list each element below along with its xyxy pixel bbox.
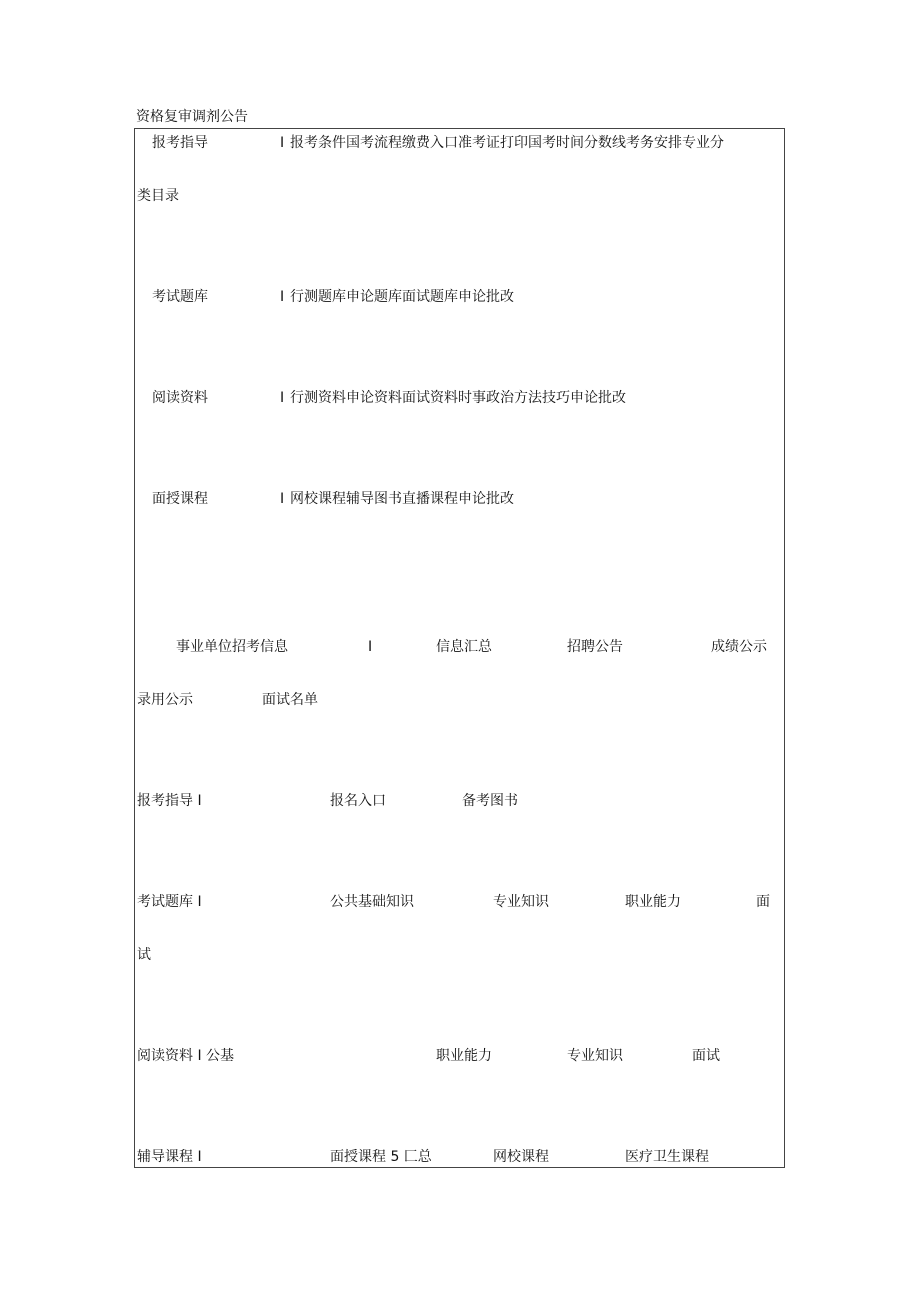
row-label-courses: 面授课程: [152, 491, 208, 507]
link-interview-list[interactable]: 面试名单: [262, 692, 318, 708]
row-links-guide[interactable]: 报考条件国考流程缴费入口准考证打印国考时间分数线考务安排专业分: [290, 135, 724, 151]
section-label-institution: 事业单位招考信息: [176, 639, 288, 655]
link-online-courses[interactable]: 网校课程: [493, 1149, 549, 1165]
row-separator: I: [280, 135, 285, 151]
row-separator: I: [280, 491, 285, 507]
row-separator: I: [280, 289, 285, 305]
row-links-courses[interactable]: 网校课程辅导图书直播课程申论批改: [290, 491, 514, 507]
row-label-question-bank-2: 考试题库 I: [137, 894, 202, 910]
link-medical-courses[interactable]: 医疗卫生课程: [625, 1149, 709, 1165]
link-professional-knowledge[interactable]: 专业知识: [493, 894, 549, 910]
link-interview-part1[interactable]: 面: [756, 894, 770, 910]
row-label-reading-2: 阅读资料 I 公基: [137, 1048, 235, 1064]
link-professional-knowledge-2[interactable]: 专业知识: [567, 1048, 623, 1064]
link-interview-2[interactable]: 面试: [692, 1048, 720, 1064]
document-title: 资格复审调剂公告: [136, 109, 248, 125]
link-interview-part2[interactable]: 试: [137, 947, 151, 963]
link-recruit-notice[interactable]: 招聘公告: [567, 639, 623, 655]
link-career-ability[interactable]: 职业能力: [625, 894, 681, 910]
row-separator: I: [368, 639, 373, 655]
link-info-summary[interactable]: 信息汇总: [436, 639, 492, 655]
row-label-tutoring: 辅导课程 I: [137, 1149, 202, 1165]
link-hire-notice[interactable]: 录用公示: [137, 692, 193, 708]
link-score-notice[interactable]: 成绩公示: [711, 639, 767, 655]
link-registration[interactable]: 报名入口: [330, 793, 386, 809]
row-links-guide-continued[interactable]: 类目录: [137, 188, 179, 204]
row-label-reading: 阅读资料: [152, 390, 208, 406]
row-separator: I: [280, 390, 285, 406]
row-label-question-bank: 考试题库: [152, 289, 208, 305]
row-label-guide-2: 报考指导 I: [137, 793, 202, 809]
row-links-question-bank[interactable]: 行测题库申论题库面试题库申论批改: [290, 289, 514, 305]
row-label-guide: 报考指导: [152, 135, 208, 151]
link-career-ability-2[interactable]: 职业能力: [436, 1048, 492, 1064]
link-in-person-courses[interactable]: 面授课程 5 匚总: [330, 1149, 432, 1165]
link-prep-books[interactable]: 备考图书: [462, 793, 518, 809]
link-public-knowledge[interactable]: 公共基础知识: [330, 894, 414, 910]
row-links-reading[interactable]: 行测资料申论资料面试资料时事政治方法技巧申论批改: [290, 390, 626, 406]
